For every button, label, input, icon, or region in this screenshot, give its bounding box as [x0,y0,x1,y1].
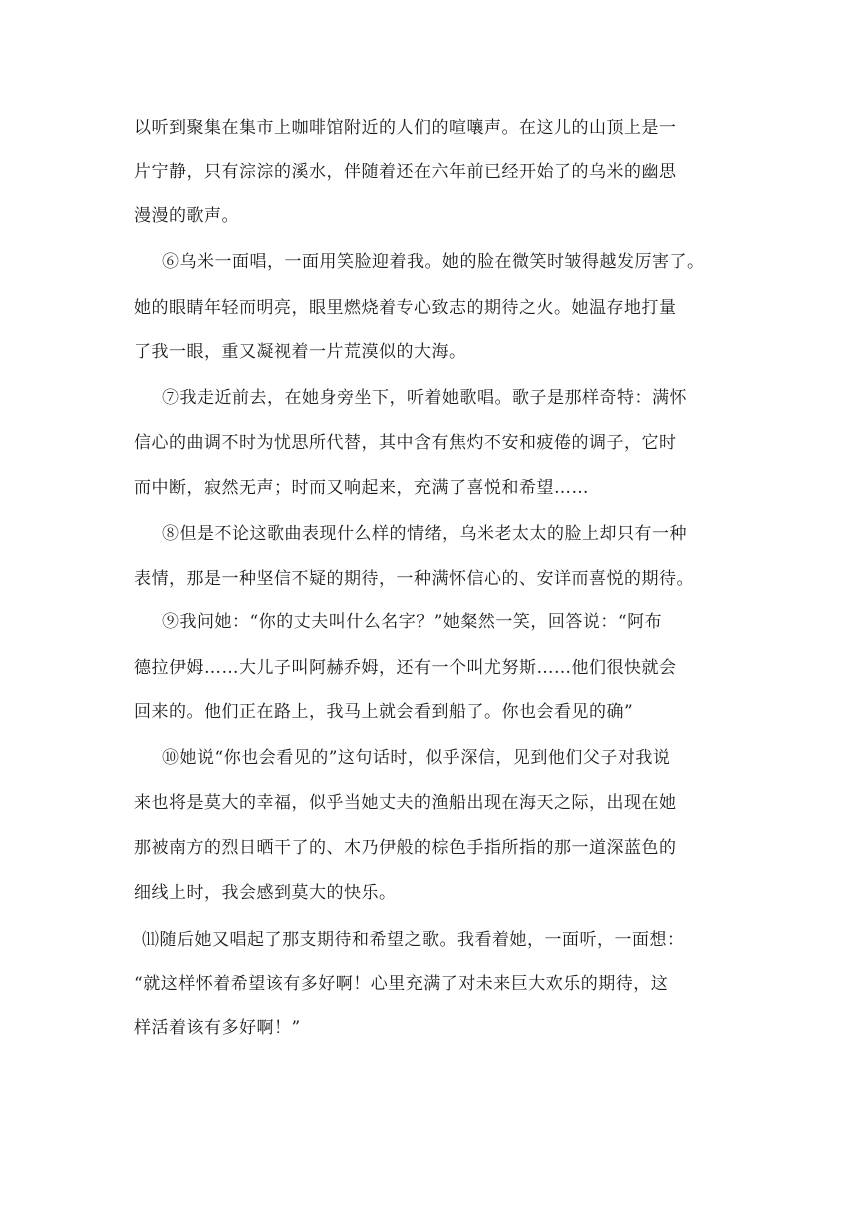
paragraph-5-line-1: 以听到聚集在集市上咖啡馆附近的人们的喧嚷声。在这儿的山顶上是一 [134,118,677,138]
paragraph-10-line-2: 来也将是莫大的幸福，似乎当她丈夫的渔船出现在海天之际，出现在她 [134,793,677,813]
paragraph-9-line-2: 德拉伊姆……大儿子叫阿赫乔姆，还有一个叫尤努斯……他们很快就会 [134,658,677,678]
paragraph-10-line-1: ⑩她说“你也会看见的”这句话时，似乎深信，见到他们父子对我说 [162,748,671,768]
paragraph-7-line-2: 信心的曲调不时为忧思所代替，其中含有焦灼不安和疲倦的调子，它时 [134,433,677,453]
paragraph-9-line-1: ⑨我问她：“你的丈夫叫什么名字？”她粲然一笑，回答说：“阿布 [162,612,663,632]
paragraph-10-line-3: 那被南方的烈日晒干了的、木乃伊般的棕色手指所指的那一道深蓝色的 [134,838,677,858]
paragraph-7-line-3: 而中断，寂然无声；时而又响起来，充满了喜悦和希望…… [134,478,589,498]
paragraph-8-line-1: ⑧但是不论这歌曲表现什么样的情绪，乌米老太太的脸上却只有一种 [162,524,687,544]
paragraph-9-line-3: 回来的。他们正在路上，我马上就会看到船了。你也会看见的确” [134,702,634,722]
paragraph-7-line-1: ⑦我走近前去，在她身旁坐下，听着她歌唱。歌子是那样奇特：满怀 [162,388,687,408]
paragraph-10-line-4: 细线上时，我会感到莫大的快乐。 [134,883,397,903]
paragraph-11-line-3: 样活着该有多好啊！” [134,1018,301,1038]
paragraph-11-line-2: “就这样怀着希望该有多好啊！心里充满了对未来巨大欢乐的期待，这 [134,974,669,994]
paragraph-5-line-3: 漫漫的歌声。 [134,206,239,226]
paragraph-6-line-2: 她的眼睛年轻而明亮，眼里燃烧着专心致志的期待之火。她温存地打量 [134,298,677,318]
paragraph-11-line-1: ⑾随后她又唱起了那支期待和希望之歌。我看着她，一面听，一面想： [142,930,685,950]
paragraph-5-line-2: 片宁静，只有淙淙的溪水，伴随着还在六年前已经开始了的乌米的幽思 [134,162,677,182]
paragraph-6-line-1: ⑥乌米一面唱，一面用笑脸迎着我。她的脸在微笑时皱得越发厉害了。 [162,252,705,272]
paragraph-8-line-2: 表情，那是一种坚信不疑的期待，一种满怀信心的、安详而喜悦的期待。 [134,569,694,589]
paragraph-6-line-3: 了我一眼，重又凝视着一片荒漠似的大海。 [134,342,467,362]
